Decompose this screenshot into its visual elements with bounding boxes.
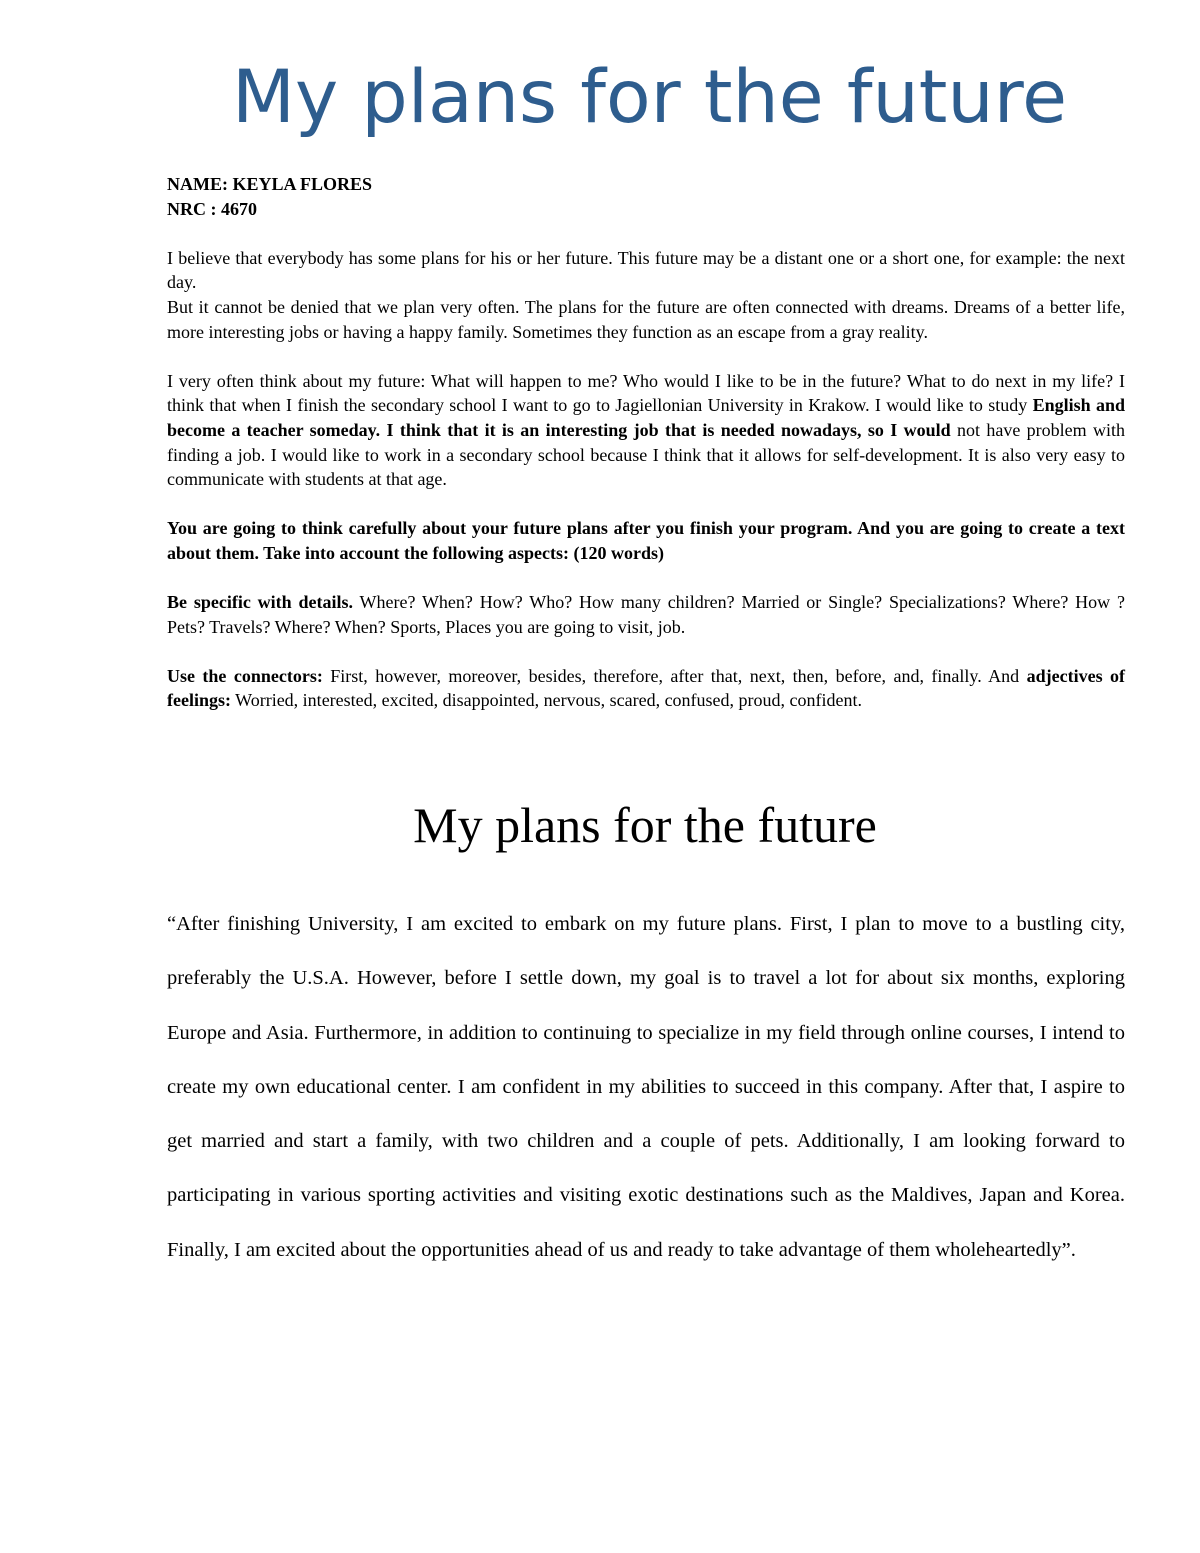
feelings-text: Worried, interested, excited, disappointed, nervous, scared, confused, proud, confident. (230, 690, 863, 711)
task-instruction: You are going to think carefully about your future plans after you finish your program. And you are going to create a text about them. Take into account the following aspects: (120 words) (167, 518, 1125, 563)
essay-title: My plans for the future (413, 797, 877, 853)
connectors-label: Use the connectors: (167, 665, 323, 686)
student-name: NAME: KEYLA FLORES (167, 174, 373, 194)
connectors-text: First, however, moreover, besides, therefore, after that, next, then, before, and, finally. And (322, 665, 1027, 686)
intro-paragraph-2: But it cannot be denied that we plan very often. The plans for the future are often connected with dreams. Dreams of a better life, more interesting jobs or having a happy family. Sometimes they function as an escape from a gray reality. (167, 296, 1125, 342)
details-text: Where? When? How? Who? How many children? Married or Single? Specializations? Where? How ? Pets? Travels? Where? When? Sports, Places you are going to visit, job. (167, 592, 1126, 637)
spacer (167, 221, 1125, 246)
intro-paragraph-3-start: I very often think about my future: What will happen to me? Who would I like to be in the future? What to do next in my life? I think that when I finish the secondary school I want to go to Jagiellonian University in Krakow. I would like to study (167, 370, 1125, 416)
feelings-label: adjectives of feelings: (167, 665, 1126, 711)
intro-paragraph-3-end: not have problem with finding a job. I would like to work in a secondary school because I think that it allows for self-development. It is also very easy to communicate with students at that age. (167, 419, 1125, 490)
intro-paragraph-3-bold: English and become a teacher someday. I think that it is an interesting job that is needed nowadays, so I would (167, 395, 1126, 440)
spacer (167, 344, 1125, 369)
student-nrc: NRC : 4670 (167, 198, 257, 219)
details-label: Be specific with details. (167, 592, 353, 613)
spacer (167, 566, 1125, 591)
details-instruction (167, 590, 1125, 639)
intro-paragraph-1: I believe that everybody has some plans for his or her future. This future may be a distant one or a short one, for example: the next day. (167, 247, 1125, 293)
intro-paragraph-3 (167, 369, 1125, 492)
spacer (167, 492, 1125, 517)
page-title: My plans for the future (232, 55, 1068, 140)
essay-body: “After finishing University, I am excited to embark on my future plans. First, I plan to move to a bustling city, preferably the U.S.A. However, before I settle down, my goal is to travel a lot for about six months, exploring Europe and Asia. Furthermore, in addition to continuing to specialize in my field through online courses, I intend to create my own educational center. I am confident in my abilities to succeed in this company. After that, I aspire to get married and start a family, with two children and a couple of pets. Additionally, I am looking forward to participating in various sporting activities and visiting exotic destinations such as the Maldives, Japan and Korea. Finally, I am excited about the opportunities ahead of us and ready to take advantage of them wholeheartedly”. (167, 913, 1125, 1261)
spacer (167, 639, 1125, 664)
connectors-instruction (167, 664, 1125, 713)
document-body (167, 172, 1125, 713)
